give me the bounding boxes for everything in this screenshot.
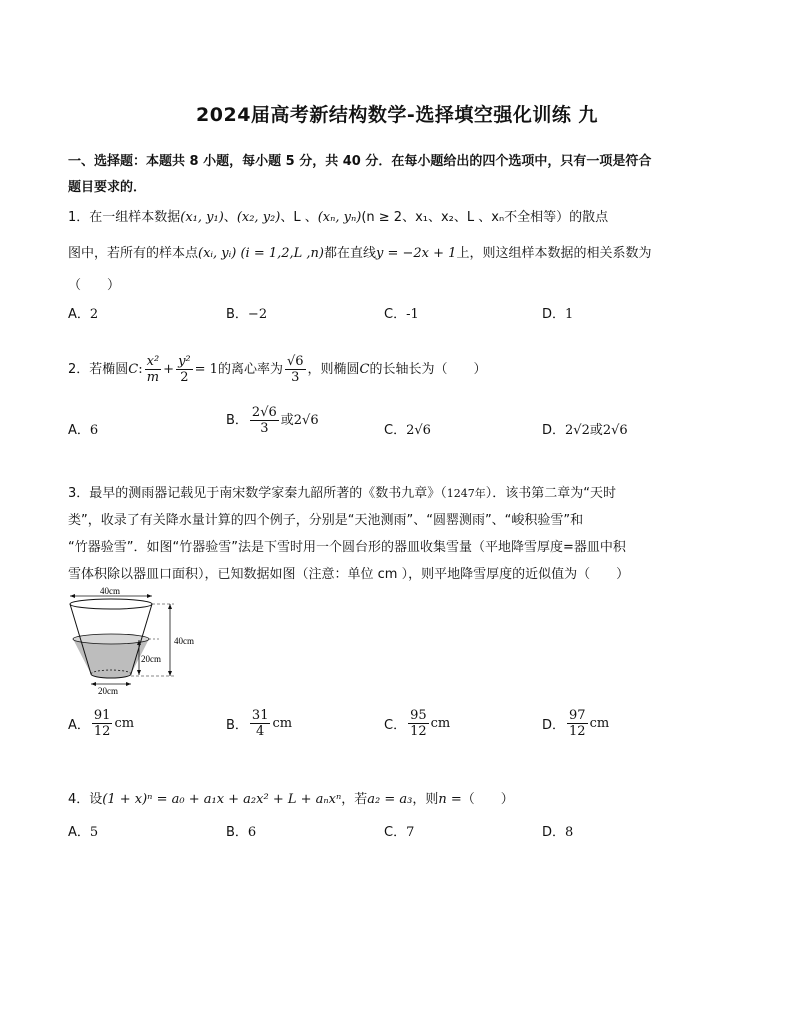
label-top-width: 40cm <box>100 586 120 596</box>
fraction-numerator: 97 <box>569 708 586 723</box>
option-label: D． <box>542 825 566 840</box>
q1-point-1: (x₁, y₁) <box>180 210 224 225</box>
question-3-line3: “竹器验雪”．如图“竹器验雪”法是下雪时用一个圆台形的器皿收集雪量（平地降雪厚度=器皿中积 <box>68 540 626 555</box>
q1-line2c: 上，则这组样本数据的相关系数为 <box>456 246 652 261</box>
q3-option-a[interactable] <box>68 708 134 739</box>
option-label: A． <box>68 825 90 840</box>
option-label: A． <box>68 423 90 438</box>
q2-option-a[interactable] <box>68 419 98 438</box>
q3-line1a: 3．最早的测雨器记载见于南宋数学家秦九韶所著的《数书九章》（ <box>68 486 447 501</box>
question-4 <box>68 788 514 807</box>
q1-line2a: 图中，若所有的样本点 <box>68 246 199 261</box>
q1-condition: (n ≥ 2、x₁、x₂、L 、xₙ不全相等）的散点 <box>361 210 609 225</box>
option-label: A． <box>68 718 90 733</box>
q2-lead: 2．若椭圆 <box>68 362 129 377</box>
q2-colon: : <box>138 362 143 377</box>
question-1-line1 <box>68 206 608 225</box>
q2-tail: ，则椭圆 <box>307 362 360 377</box>
q2-fraction-x <box>145 354 162 385</box>
q4-lead: 4．设 <box>68 792 103 807</box>
q1-dots: 、L 、 <box>280 210 318 225</box>
option-text: 2√6 <box>293 413 319 428</box>
option-unit: cm <box>589 716 610 731</box>
option-text: 6 <box>89 423 99 438</box>
option-text: 8 <box>565 825 574 840</box>
option-text: 2√2 <box>565 423 590 438</box>
q1-option-c[interactable] <box>384 303 419 322</box>
option-or: 或 <box>589 423 603 438</box>
q4-tail: ，则 <box>412 792 439 807</box>
q4-option-b[interactable] <box>226 821 256 840</box>
option-label: B． <box>226 718 248 733</box>
option-label: D． <box>542 307 566 322</box>
q4-condition: a₂ = a₃ <box>367 792 413 807</box>
option-text: 2√6 <box>406 423 431 438</box>
q2-ellipse-name-2: C <box>359 362 370 377</box>
q1-lead: 1．在一组样本数据 <box>68 210 181 225</box>
option-text-2: 2√6 <box>602 423 628 438</box>
q2-equals-one: = 1 <box>194 362 218 377</box>
fraction-numerator: 2√6 <box>251 405 277 420</box>
fraction-denominator: 12 <box>93 724 111 739</box>
q1-sep: 、 <box>223 210 237 225</box>
option-fraction <box>250 405 279 436</box>
option-fraction <box>567 708 588 739</box>
fraction-denominator: 2 <box>180 370 189 385</box>
option-text: -1 <box>406 307 419 322</box>
option-text: 2 <box>89 307 99 322</box>
option-label: A． <box>68 307 90 322</box>
q1-point-2: (x₂, y₂) <box>236 210 281 225</box>
q1-option-d[interactable] <box>542 303 573 322</box>
fraction-numerator: 31 <box>251 708 269 723</box>
q2-tail2: 的长轴长为（ ） <box>369 362 487 377</box>
q3-option-b[interactable] <box>226 708 292 739</box>
q1-line2b: 都在直线 <box>324 246 377 261</box>
q4-expansion: (1 + x)ⁿ = a₀ + a₁x + a₂x² + L + aₙxⁿ <box>102 792 342 807</box>
q1-point-n: (xₙ, yₙ) <box>317 210 362 225</box>
option-label: D． <box>542 718 566 733</box>
fraction-numerator: 95 <box>410 708 427 723</box>
q4-option-c[interactable] <box>384 821 414 840</box>
question-3-line4: 雪体积除以器皿口面积），已知数据如图（注意：单位 cm ），则平地降雪厚度的近似值为（ ） <box>68 567 630 582</box>
option-label: C． <box>384 825 407 840</box>
q1-option-a[interactable] <box>68 303 98 322</box>
q1-point-i: (xᵢ, yᵢ) (i = 1,2,L ,n) <box>198 246 324 261</box>
option-label: D． <box>542 423 566 438</box>
fraction-denominator: 3 <box>260 421 269 436</box>
section-heading-line2: 题目要求的． <box>68 180 147 195</box>
option-text: −2 <box>247 307 268 322</box>
label-bottom-width: 20cm <box>98 686 118 696</box>
q2-fraction-y <box>176 354 193 385</box>
option-unit: cm <box>114 716 135 731</box>
fraction-numerator: 91 <box>93 708 111 723</box>
fraction-denominator: 4 <box>256 724 265 739</box>
option-label: B． <box>226 307 248 322</box>
q2-option-d[interactable] <box>542 419 628 438</box>
fraction-denominator: 12 <box>569 724 586 739</box>
q4-option-d[interactable] <box>542 821 573 840</box>
q3-option-c[interactable] <box>384 708 450 739</box>
q3-year: 1247年 <box>446 487 486 500</box>
option-or: 或 <box>280 413 294 428</box>
option-label: B． <box>226 413 248 428</box>
q2-eccentricity <box>285 354 306 385</box>
label-height: 40cm <box>174 636 194 646</box>
option-unit: cm <box>272 716 293 731</box>
q4-n: n = <box>438 792 462 807</box>
option-fraction <box>92 708 113 739</box>
fraction-numerator: y² <box>178 354 191 369</box>
option-text: 5 <box>89 825 99 840</box>
q1-line-equation: y = −2x + 1 <box>376 246 457 261</box>
question-3-line2: 类”，收录了有关降水量计算的四个例子，分别是“天池测雨”、“圆罂测雨”、“峻积验雪”和 <box>68 513 584 528</box>
q1-answer-paren: （ ） <box>68 278 121 293</box>
fraction-numerator: √6 <box>286 354 304 369</box>
fraction-denominator: 3 <box>291 370 300 385</box>
q2-ellipse-name: C <box>128 362 139 377</box>
fraction-denominator: 12 <box>410 724 427 739</box>
q2-plus: + <box>163 362 175 377</box>
option-text: 7 <box>406 825 415 840</box>
question-2 <box>68 354 487 385</box>
label-depth: 20cm <box>141 654 161 664</box>
option-unit: cm <box>430 716 451 731</box>
section-heading-line1: 一、选择题：本题共 8 小题，每小题 5 分，共 40 分．在每小题给出的四个选项中，只有一项是符合 <box>68 154 652 169</box>
option-label: B． <box>226 825 248 840</box>
q2-option-b[interactable] <box>226 405 319 436</box>
fraction-numerator: x² <box>146 354 160 369</box>
q3-line1b: ）．该书第二章为“天时 <box>485 486 617 501</box>
fraction-denominator: m <box>146 370 160 385</box>
option-fraction <box>408 708 429 739</box>
q1-option-b[interactable] <box>226 303 267 322</box>
option-text: 6 <box>247 825 257 840</box>
q2-option-c[interactable] <box>384 419 431 438</box>
option-label: C． <box>384 718 407 733</box>
q3-option-d[interactable] <box>542 708 609 739</box>
q4-mid: ，若 <box>341 792 368 807</box>
q4-answer-paren: （ ） <box>461 792 514 807</box>
option-label: C． <box>384 307 407 322</box>
vessel-figure <box>62 584 202 698</box>
option-text: 1 <box>565 307 574 322</box>
q2-mid-text: 的离心率为 <box>217 362 283 377</box>
q4-option-a[interactable] <box>68 821 98 840</box>
option-fraction <box>250 708 271 739</box>
option-label: C． <box>384 423 407 438</box>
question-1-line2 <box>68 242 651 261</box>
question-3-line1 <box>68 482 616 501</box>
page-title: 2024届高考新结构数学-选择填空强化训练 九 <box>196 104 598 126</box>
